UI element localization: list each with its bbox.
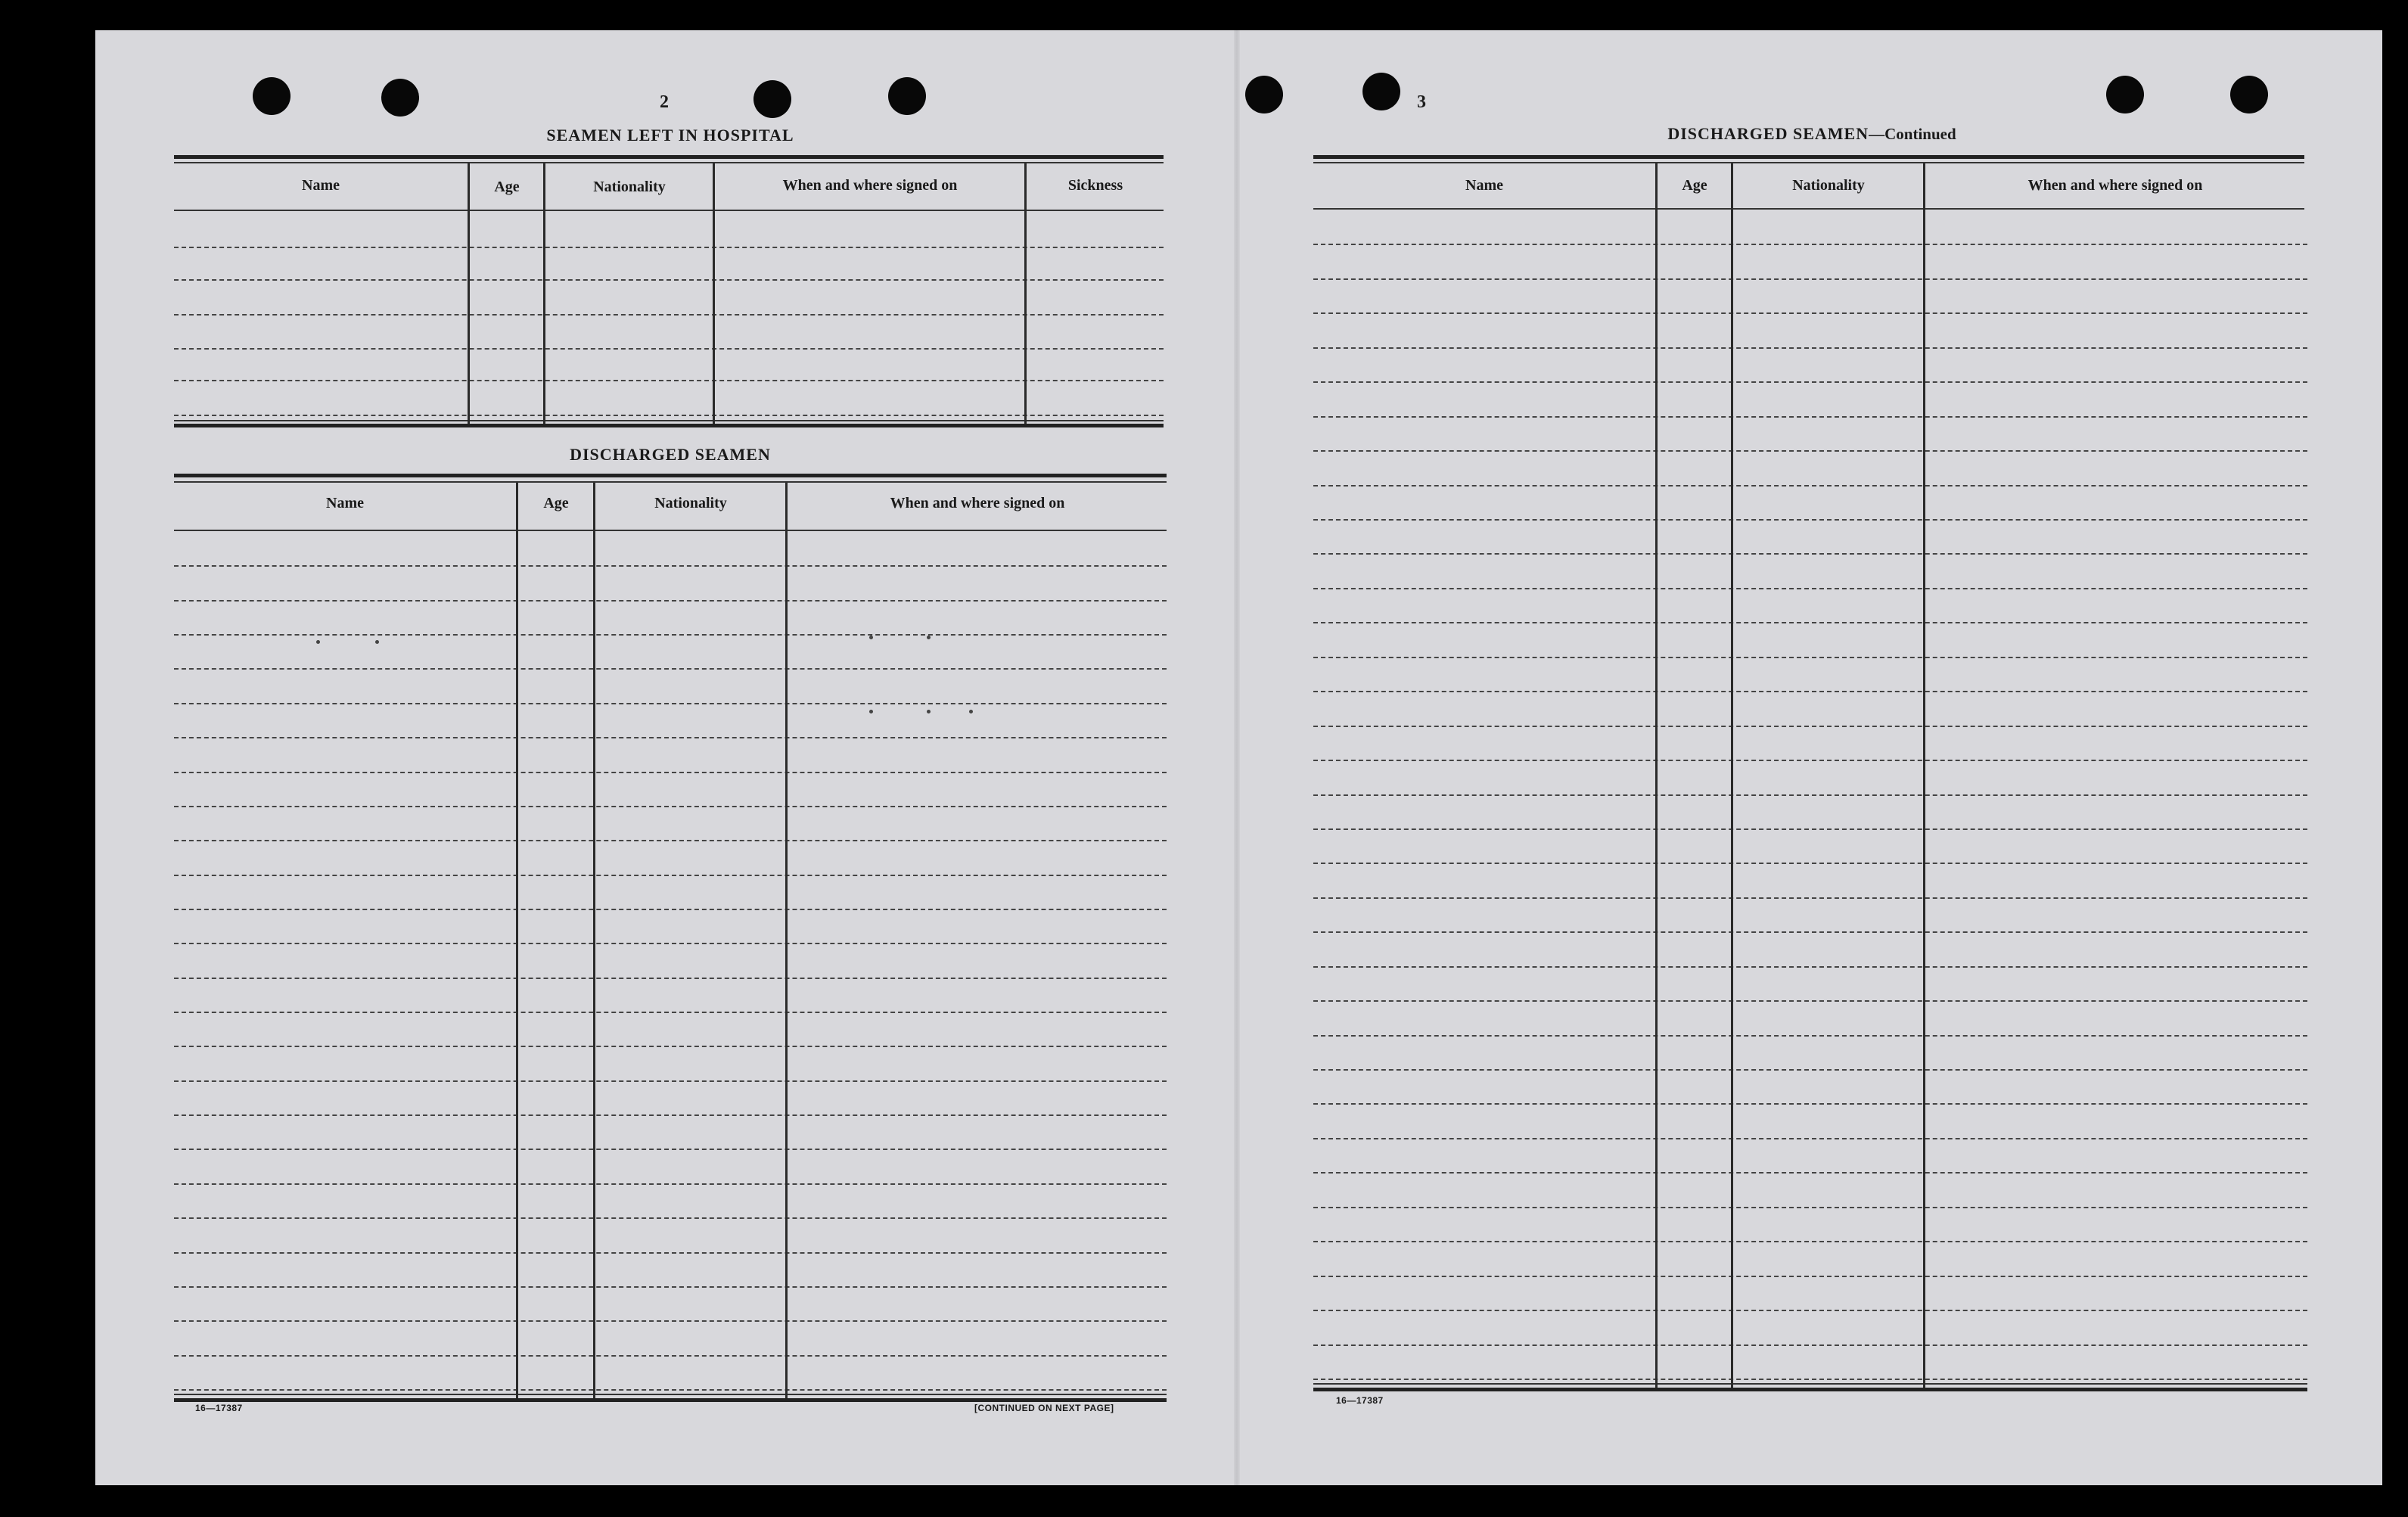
entry-line [1313,897,2307,899]
form-number: 16—17387 [1336,1395,1384,1406]
page-number: 2 [660,92,669,112]
header-rule [174,210,1164,211]
entry-line [1313,588,2307,589]
section-bottom-rule [1313,1388,2307,1391]
entry-line [1313,726,2307,727]
entry-line [1313,1138,2307,1139]
entry-line [1313,1069,2307,1071]
entry-line [174,1012,1167,1013]
punch-hole [2230,76,2268,113]
section-bottom-rule [174,420,1164,421]
divider [1313,155,2304,159]
column-header-age: Age [543,495,569,511]
punch-hole [753,80,791,118]
entry-line [174,1389,1167,1391]
column-divider [516,483,518,1398]
entry-line [174,1080,1167,1082]
punch-hole [253,77,291,115]
section-bottom-rule [1313,1383,2307,1385]
form-number: 16—17387 [195,1403,243,1413]
column-header-signed-on: When and where signed on [782,177,958,194]
ink-speck [927,636,931,639]
entry-line [174,909,1167,910]
entry-line [174,314,1164,316]
column-header-name: Name [326,495,364,511]
entry-line [1313,828,2307,830]
entry-line [1313,1000,2307,1002]
ink-speck [316,640,320,644]
entry-line [174,943,1167,944]
entry-line [1313,519,2307,521]
page-fold [1234,30,1240,1485]
entry-line [174,279,1164,281]
entry-line [174,1149,1167,1150]
entry-line [174,634,1167,636]
column-header-nationality: Nationality [593,179,666,195]
entry-line [1313,931,2307,933]
entry-line [174,806,1167,807]
entry-line [174,380,1164,381]
divider [174,162,1164,163]
entry-line [174,1286,1167,1288]
column-header-nationality: Nationality [1792,177,1865,194]
entry-line [1313,1103,2307,1105]
entry-line [1313,450,2307,452]
scanned-form [95,30,2382,1485]
entry-line [1313,794,2307,796]
entry-line [1313,553,2307,555]
entry-line [174,668,1167,670]
entry-line [1313,1344,2307,1346]
right-page [1241,30,2382,1485]
entry-line [1313,622,2307,623]
punch-hole [1362,73,1400,110]
column-divider [1655,163,1658,1388]
divider [174,474,1167,477]
ink-speck [969,710,973,713]
column-header-signed-on: When and where signed on [890,495,1065,511]
hospital-section-title: SEAMEN LEFT IN HOSPITAL [546,126,794,145]
column-header-age: Age [494,179,520,195]
entry-line [174,600,1167,602]
punch-hole [381,79,419,117]
entry-line [1313,863,2307,864]
column-divider [593,483,595,1398]
entry-line [1313,278,2307,280]
entry-line [174,247,1164,248]
column-divider [1731,163,1733,1388]
entry-line [1313,312,2307,314]
entry-line [1313,691,2307,692]
entry-line [174,1217,1167,1219]
entry-line [174,772,1167,773]
entry-line [174,565,1167,567]
entry-line [1313,966,2307,968]
column-header-name: Name [302,177,340,194]
entry-line [1313,1276,2307,1277]
ink-speck [869,636,873,639]
discharged-section-title: DISCHARGED SEAMEN [570,445,771,464]
entry-line [174,840,1167,841]
entry-line [174,703,1167,704]
column-divider [713,163,715,424]
entry-line [174,875,1167,876]
column-divider [543,163,545,424]
ink-speck [869,710,873,713]
punch-hole [1245,76,1283,113]
header-rule [1313,208,2304,210]
column-divider [1923,163,1925,1388]
section-bottom-rule [174,424,1164,427]
entry-line [1313,1379,2307,1380]
page-number: 3 [1417,92,1426,112]
column-header-signed-on: When and where signed on [2027,177,2203,194]
entry-line [174,348,1164,350]
divider [1313,162,2304,163]
entry-line [174,1320,1167,1322]
entry-line [1313,416,2307,418]
ink-speck [927,710,931,713]
entry-line [174,1114,1167,1116]
entry-line [174,737,1167,738]
continued-note: [CONTINUED ON NEXT PAGE] [974,1403,1114,1413]
discharged-continued-title-main: DISCHARGED SEAMEN [1667,124,1869,143]
entry-line [174,1183,1167,1185]
section-bottom-rule [174,1394,1167,1395]
column-header-nationality: Nationality [654,495,727,511]
entry-line [1313,1310,2307,1311]
entry-line [1313,1207,2307,1208]
discharged-continued-title [1241,124,2382,144]
entry-line [1313,244,2307,245]
entry-line [1313,1241,2307,1242]
entry-line [1313,347,2307,349]
entry-line [174,978,1167,979]
column-divider [468,163,470,424]
entry-line [174,1252,1167,1254]
divider [174,155,1164,159]
entry-line [1313,1172,2307,1173]
section-bottom-rule [174,1398,1167,1402]
column-header-age: Age [1682,177,1707,194]
column-header-sickness: Sickness [1067,177,1123,194]
entry-line [1313,1035,2307,1037]
column-header-name: Name [1465,177,1503,194]
entry-line [174,415,1164,416]
entry-line [174,1355,1167,1357]
entry-line [174,1046,1167,1047]
discharged-continued-title-suffix: —Continued [1869,125,1956,143]
column-divider [1024,163,1027,424]
ink-speck [375,640,379,644]
entry-line [1313,381,2307,383]
left-page [95,30,1230,1485]
entry-line [1313,485,2307,486]
punch-hole [2106,76,2144,113]
header-rule [174,530,1167,531]
punch-hole [888,77,926,115]
divider [174,481,1167,483]
column-divider [785,483,788,1398]
entry-line [1313,760,2307,761]
entry-line [1313,657,2307,658]
